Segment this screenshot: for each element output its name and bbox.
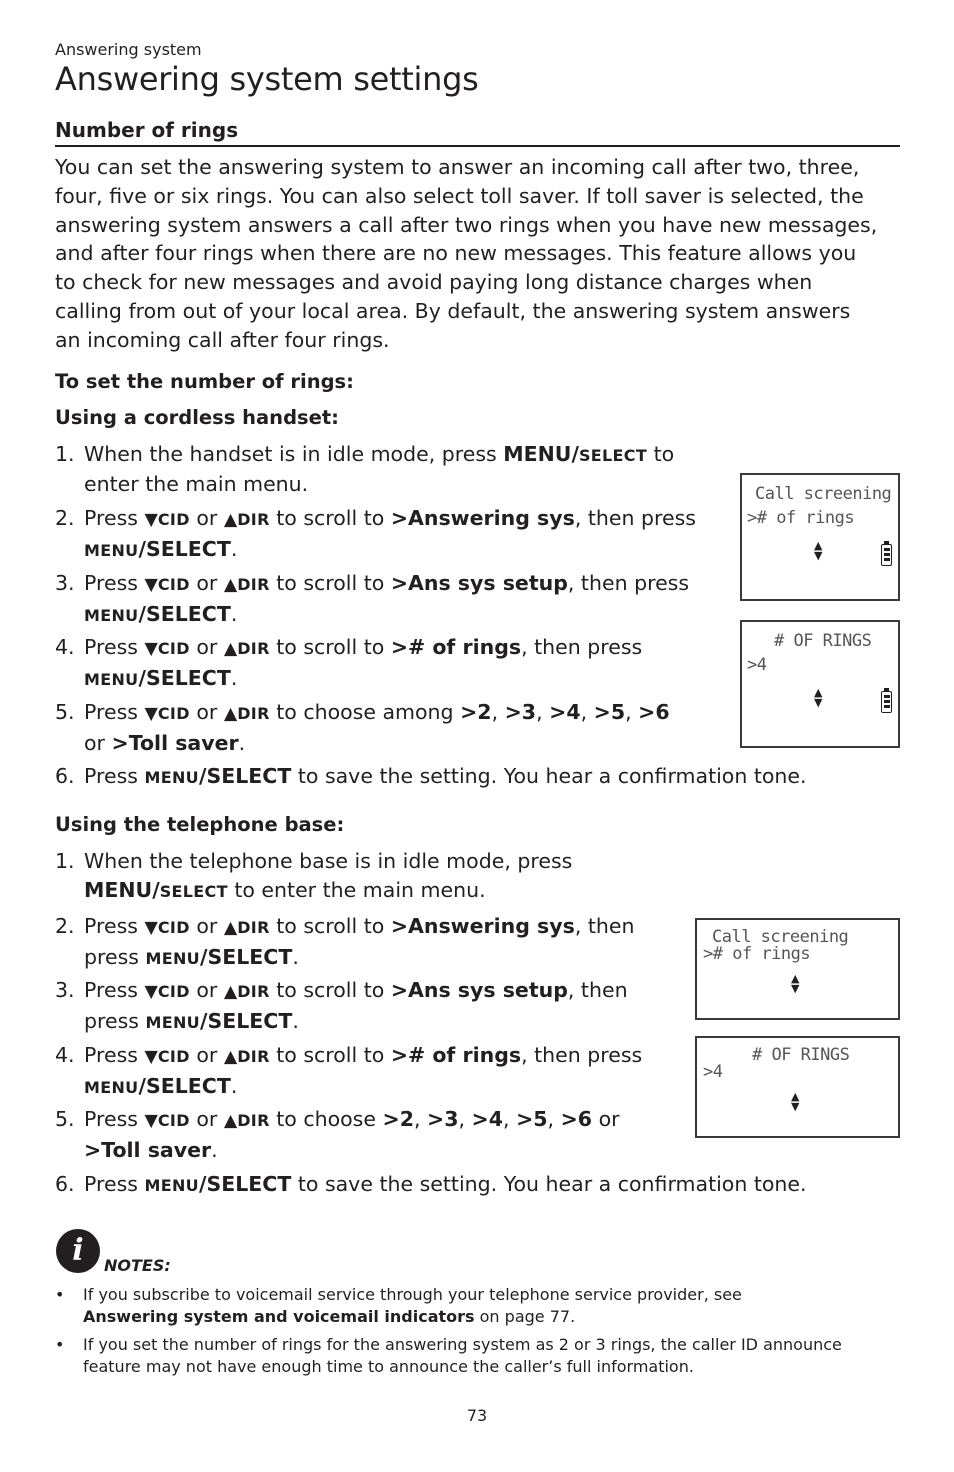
info-icon: i bbox=[56, 1229, 100, 1273]
down-arrow-icon: ▼ bbox=[144, 639, 158, 659]
base-heading: Using the telephone base: bbox=[55, 813, 345, 836]
punctuation: . bbox=[230, 602, 238, 626]
step-text: or bbox=[196, 978, 218, 1002]
step-text: Press bbox=[84, 635, 138, 659]
bullet-icon: • bbox=[55, 1285, 65, 1304]
key-select: /SELECT bbox=[138, 666, 231, 690]
screen-line: Call screening bbox=[712, 927, 849, 947]
bullet-icon: • bbox=[55, 1335, 65, 1354]
step-text: or bbox=[196, 914, 218, 938]
step-text: to scroll to bbox=[276, 914, 385, 938]
up-arrow-icon: ▲ bbox=[223, 510, 238, 530]
step-text: to save the setting. You hear a confirmation tone. bbox=[297, 764, 807, 788]
menu-option: >3 bbox=[504, 700, 537, 724]
handset-screen-call-screening bbox=[740, 473, 900, 601]
base-step-4 bbox=[55, 1041, 642, 1102]
section-label: Answering system bbox=[55, 40, 202, 59]
base-screen-call-screening bbox=[695, 918, 900, 1020]
key-cid: CID bbox=[157, 704, 190, 723]
arrow-down-icon: ▼ bbox=[814, 696, 823, 709]
arrow-up-icon: ▲ bbox=[814, 539, 823, 552]
step-number: 1. bbox=[55, 442, 75, 466]
menu-option: >Toll saver bbox=[111, 731, 239, 755]
step-text: , then bbox=[574, 914, 635, 938]
key-cid: CID bbox=[157, 1047, 190, 1066]
base-screen-num-rings bbox=[695, 1036, 900, 1138]
step-text: to scroll to bbox=[276, 571, 385, 595]
key-dir: DIR bbox=[237, 1047, 270, 1066]
step-text: Press bbox=[84, 914, 138, 938]
key-select: /SELECT bbox=[138, 1074, 231, 1098]
base-step-3 bbox=[55, 976, 628, 1037]
up-arrow-icon: ▲ bbox=[223, 1047, 238, 1067]
menu-option: >4 bbox=[549, 700, 581, 724]
page-title: Answering system settings bbox=[55, 60, 479, 98]
menu-option: >2 bbox=[460, 700, 492, 724]
handset-step-2 bbox=[55, 504, 696, 565]
step-number: 6. bbox=[55, 764, 75, 788]
step-text: , then press bbox=[521, 635, 643, 659]
step-text: Press bbox=[84, 571, 138, 595]
intro-line: and after four rings when there are no new messages. This feature allows you bbox=[55, 241, 857, 266]
step-text: to scroll to bbox=[276, 506, 385, 530]
step-text: or bbox=[196, 635, 218, 659]
step-text: , then bbox=[567, 978, 628, 1002]
intro-line: answering system answers a call after two rings when you have new messages, bbox=[55, 212, 878, 237]
menu-option: >Ans sys setup bbox=[390, 571, 568, 595]
screen-line: Call screening bbox=[755, 484, 892, 504]
menu-option: >Ans sys setup bbox=[390, 978, 568, 1002]
arrow-up-icon: ▲ bbox=[814, 686, 823, 699]
punctuation: , bbox=[458, 1107, 466, 1131]
base-step-5 bbox=[55, 1105, 620, 1165]
menu-option: >3 bbox=[427, 1107, 459, 1131]
intro-line: You can set the answering system to answer an incoming call after two, three, bbox=[55, 155, 860, 179]
step-number: 2. bbox=[55, 914, 75, 938]
screen-line: ># of rings bbox=[703, 944, 811, 964]
key-menu: MENU bbox=[84, 1078, 139, 1097]
scroll-arrows-icon bbox=[814, 541, 822, 561]
step-number: 2. bbox=[55, 506, 75, 530]
menu-option: >6 bbox=[638, 700, 670, 724]
step-text: When the telephone base is in idle mode, press bbox=[84, 849, 573, 873]
key-cid: CID bbox=[157, 575, 190, 594]
screen-line: ># of rings bbox=[747, 508, 855, 528]
arrow-up-icon: ▲ bbox=[791, 972, 800, 985]
step-text: or bbox=[196, 506, 218, 530]
menu-option: >5 bbox=[516, 1107, 548, 1131]
step-text: press bbox=[84, 1009, 139, 1033]
scroll-arrows-icon bbox=[814, 688, 822, 708]
base-step-6 bbox=[55, 1170, 807, 1200]
note-item bbox=[55, 1284, 742, 1328]
punctuation: . bbox=[230, 666, 238, 690]
punctuation: . bbox=[292, 1009, 299, 1033]
step-text: enter the main menu. bbox=[84, 472, 309, 496]
punctuation: , bbox=[580, 700, 588, 724]
step-text: or bbox=[196, 1043, 218, 1067]
down-arrow-icon: ▼ bbox=[144, 510, 158, 530]
step-text: , then press bbox=[574, 506, 696, 530]
step-text: , then press bbox=[521, 1043, 643, 1067]
key-dir: DIR bbox=[237, 982, 270, 1001]
punctuation: , bbox=[503, 1107, 510, 1131]
menu-option: ># of rings bbox=[390, 635, 522, 659]
screen-line: >4 bbox=[703, 1062, 723, 1082]
key-select: /SELECT bbox=[138, 537, 231, 561]
battery-icon bbox=[881, 544, 892, 566]
step-number: 4. bbox=[55, 635, 75, 659]
punctuation: , bbox=[625, 700, 632, 724]
step-number: 1. bbox=[55, 849, 75, 873]
punctuation: . bbox=[230, 537, 238, 561]
key-select: /SELECT bbox=[198, 764, 292, 788]
punctuation: . bbox=[230, 1074, 238, 1098]
key-menu: MENU bbox=[84, 670, 139, 689]
punctuation: , bbox=[547, 1107, 555, 1131]
intro-line: to check for new messages and avoid paying long distance charges when bbox=[55, 270, 813, 295]
key-menu: MENU bbox=[145, 1013, 200, 1032]
key-dir: DIR bbox=[237, 510, 270, 529]
punctuation: . bbox=[292, 945, 299, 969]
punctuation: , bbox=[413, 1107, 421, 1131]
down-arrow-icon: ▼ bbox=[144, 918, 158, 938]
step-text: Press bbox=[84, 1107, 138, 1131]
step-text: or bbox=[196, 700, 218, 724]
down-arrow-icon: ▼ bbox=[144, 1111, 158, 1131]
step-number: 3. bbox=[55, 571, 75, 595]
arrow-down-icon: ▼ bbox=[814, 549, 823, 562]
menu-option: >2 bbox=[382, 1107, 414, 1131]
punctuation: , bbox=[491, 700, 499, 724]
step-text: press bbox=[84, 945, 139, 969]
heading-rule bbox=[55, 145, 900, 147]
key-select: SELECT bbox=[159, 882, 228, 901]
arrow-down-icon: ▼ bbox=[791, 982, 800, 995]
down-arrow-icon: ▼ bbox=[144, 1047, 158, 1067]
to-set-heading: To set the number of rings: bbox=[55, 370, 354, 393]
step-number: 4. bbox=[55, 1043, 75, 1067]
step-text: Press bbox=[84, 1172, 138, 1196]
step-text: Press bbox=[84, 764, 138, 788]
scroll-arrows-icon bbox=[791, 1092, 799, 1112]
step-text: to scroll to bbox=[276, 1043, 385, 1067]
battery-icon bbox=[881, 691, 892, 713]
intro-paragraph bbox=[55, 153, 915, 355]
handset-screen-num-rings bbox=[740, 620, 900, 748]
note-item bbox=[55, 1334, 842, 1378]
up-arrow-icon: ▲ bbox=[223, 575, 238, 595]
key-menu: MENU/ bbox=[503, 442, 579, 466]
key-select: /SELECT bbox=[198, 1172, 292, 1196]
key-dir: DIR bbox=[237, 704, 270, 723]
cross-reference-link[interactable]: Answering system and voicemail indicators bbox=[83, 1307, 475, 1326]
section-heading: Number of rings bbox=[55, 118, 239, 142]
intro-line: calling from out of your local area. By default, the answering system answers bbox=[55, 298, 851, 323]
step-text: to scroll to bbox=[276, 978, 385, 1002]
scroll-arrows-icon bbox=[791, 974, 799, 994]
screen-line: # OF RINGS bbox=[774, 631, 872, 651]
step-text: to choose bbox=[276, 1107, 376, 1131]
key-dir: DIR bbox=[237, 575, 270, 594]
step-number: 5. bbox=[55, 1107, 75, 1131]
note-text: If you subscribe to voicemail service through your telephone service provider, see bbox=[83, 1285, 742, 1304]
down-arrow-icon: ▼ bbox=[144, 704, 158, 724]
key-menu: MENU bbox=[144, 768, 199, 787]
step-text: to enter the main menu. bbox=[234, 878, 486, 902]
step-number: 6. bbox=[55, 1172, 75, 1196]
key-dir: DIR bbox=[237, 639, 270, 658]
arrow-up-icon: ▲ bbox=[791, 1090, 800, 1103]
note-text: feature may not have enough time to announce the caller’s full information. bbox=[83, 1357, 694, 1376]
up-arrow-icon: ▲ bbox=[223, 918, 238, 938]
step-text: to save the setting. You hear a confirmation tone. bbox=[297, 1172, 807, 1196]
note-text: If you set the number of rings for the answering system as 2 or 3 rings, the caller ID announce bbox=[83, 1335, 842, 1354]
handset-heading: Using a cordless handset: bbox=[55, 406, 339, 429]
key-dir: DIR bbox=[237, 918, 270, 937]
step-text: Press bbox=[84, 1043, 138, 1067]
menu-option: >5 bbox=[593, 700, 626, 724]
handset-step-1 bbox=[55, 440, 674, 499]
arrow-down-icon: ▼ bbox=[791, 1100, 800, 1113]
step-text: to choose among bbox=[276, 700, 454, 724]
menu-option: ># of rings bbox=[390, 1043, 522, 1067]
step-text: or bbox=[598, 1107, 620, 1131]
up-arrow-icon: ▲ bbox=[223, 982, 238, 1002]
key-dir: DIR bbox=[237, 1111, 270, 1130]
step-text: Press bbox=[84, 506, 138, 530]
key-cid: CID bbox=[157, 982, 190, 1001]
intro-line: four, five or six rings. You can also select toll saver. If toll saver is selected, the bbox=[55, 183, 864, 208]
note-text: on page 77. bbox=[479, 1307, 576, 1326]
base-step-2 bbox=[55, 912, 635, 973]
step-text: to bbox=[653, 442, 675, 466]
page-number: 73 bbox=[466, 1406, 488, 1425]
key-menu: MENU/ bbox=[84, 878, 160, 902]
step-number: 3. bbox=[55, 978, 75, 1002]
menu-option: >Toll saver bbox=[84, 1138, 212, 1162]
menu-option: >Answering sys bbox=[390, 914, 575, 938]
key-menu: MENU bbox=[84, 606, 139, 625]
key-cid: CID bbox=[157, 510, 190, 529]
key-cid: CID bbox=[157, 639, 190, 658]
key-select: SELECT bbox=[578, 446, 648, 465]
notes-heading: NOTES: bbox=[104, 1256, 171, 1275]
handset-step-3 bbox=[55, 569, 689, 630]
key-cid: CID bbox=[157, 1111, 190, 1130]
intro-line: an incoming call after four rings. bbox=[55, 327, 390, 352]
menu-option: >Answering sys bbox=[390, 506, 575, 530]
handset-step-5 bbox=[55, 698, 670, 758]
handset-step-6 bbox=[55, 762, 807, 792]
key-menu: MENU bbox=[144, 1176, 199, 1195]
punctuation: . bbox=[211, 1138, 218, 1162]
step-text: , then press bbox=[567, 571, 690, 595]
up-arrow-icon: ▲ bbox=[223, 704, 238, 724]
step-text: When the handset is in idle mode, press bbox=[84, 442, 497, 466]
handset-step-4 bbox=[55, 633, 642, 694]
key-cid: CID bbox=[157, 918, 190, 937]
down-arrow-icon: ▼ bbox=[144, 982, 158, 1002]
screen-line: # OF RINGS bbox=[752, 1045, 850, 1065]
key-menu: MENU bbox=[84, 541, 139, 560]
key-select: /SELECT bbox=[199, 1009, 293, 1033]
up-arrow-icon: ▲ bbox=[223, 1111, 238, 1131]
step-number: 5. bbox=[55, 700, 75, 724]
key-select: /SELECT bbox=[138, 602, 231, 626]
step-text: Press bbox=[84, 978, 138, 1002]
step-text: or bbox=[84, 731, 105, 755]
step-text: or bbox=[196, 1107, 218, 1131]
menu-option: >6 bbox=[560, 1107, 593, 1131]
menu-option: >4 bbox=[471, 1107, 503, 1131]
punctuation: . bbox=[238, 731, 246, 755]
punctuation: , bbox=[536, 700, 543, 724]
up-arrow-icon: ▲ bbox=[223, 639, 238, 659]
key-menu: MENU bbox=[145, 949, 200, 968]
screen-line: >4 bbox=[747, 655, 767, 675]
base-step-1 bbox=[55, 847, 572, 906]
step-text: or bbox=[196, 571, 218, 595]
key-select: /SELECT bbox=[199, 945, 293, 969]
down-arrow-icon: ▼ bbox=[144, 575, 158, 595]
step-text: Press bbox=[84, 700, 138, 724]
step-text: to scroll to bbox=[276, 635, 385, 659]
